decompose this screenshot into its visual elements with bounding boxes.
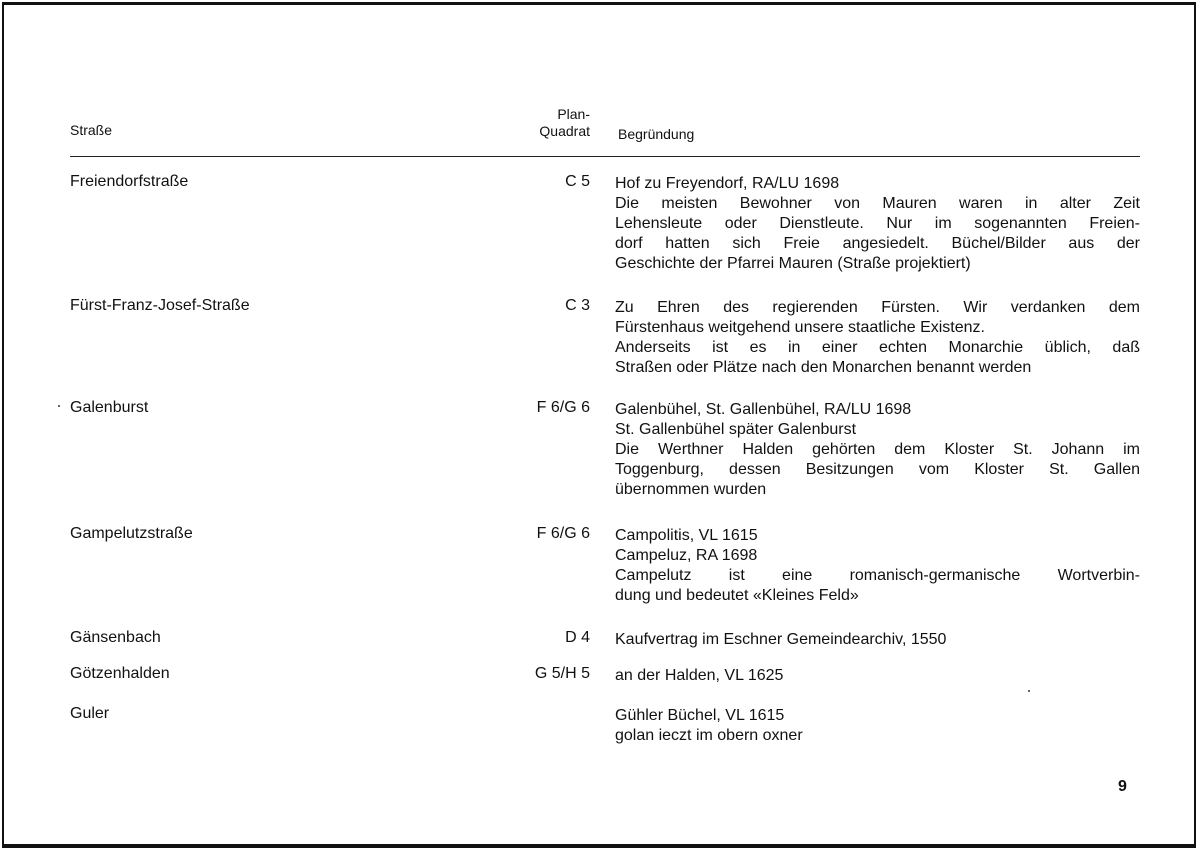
header-street: Straße [70,122,113,138]
plan-quadrat: C 5 [565,173,590,190]
street-name: Guler [70,705,110,722]
reason-text [615,630,1140,650]
reason-line: Gühler Büchel, VL 1615 [615,707,785,724]
reason-line: Anderseits ist es in einer echten Monarchie üblich, daß [615,339,1140,356]
plan-quadrat: C 3 [565,297,590,314]
reason-line: Campolitis, VL 1615 [615,527,758,544]
plan-quadrat: G 5/H 5 [534,665,590,682]
reason-line: Lehensleute oder Dienstleute. Nur im sogenannten Freien- [615,215,1140,232]
reason-line: Die Werthner Halden gehörten dem Kloster St. Johann im [615,441,1140,458]
reason-line: an der Halden, VL 1625 [615,667,784,684]
reason-text [615,298,1140,378]
street-name: Gänsenbach [70,629,161,646]
page-number: 9 [1118,778,1127,795]
street-name: Gampelutzstraße [70,525,193,542]
reason-text [615,526,1140,606]
header-reason: Begründung [618,126,695,142]
reason-line: St. Gallenbühel später Galenburst [615,421,857,438]
reason-line: Hof zu Freyendorf, RA/LU 1698 [615,175,840,192]
reason-line: Die meisten Bewohner von Mauren waren in alter Zeit [615,195,1140,212]
header-plan-line2: Quadrat [539,123,590,139]
header-plan-line1: Plan- [557,106,590,122]
plan-quadrat: F 6/G 6 [536,399,590,416]
header-plan-quadrat [500,106,590,140]
reason-text [615,666,1140,686]
reason-line: Toggenburg, dessen Besitzungen vom Kloster St. Gallen [615,461,1140,478]
reason-line: Campelutz ist eine romanisch-germanische Wortverbin- [615,567,1140,584]
street-name: Freiendorfstraße [70,173,189,190]
reason-line: Galenbühel, St. Gallenbühel, RA/LU 1698 [615,401,912,418]
reason-text [615,174,1140,274]
reason-line: übernommen wurden [615,481,767,498]
reason-line: dorf hatten sich Freie angesiedelt. Büchel/Bilder aus der [615,235,1140,252]
plan-quadrat: D 4 [565,629,590,646]
reason-line: Fürstenhaus weitgehend unsere staatliche Existenz. [615,319,985,336]
reason-line: golan ieczt im obern oxner [615,727,803,744]
table-header [70,106,1140,157]
reason-text [615,706,1140,746]
street-name: Götzenhalden [70,665,170,682]
street-name: Fürst-Franz-Josef-Straße [70,297,250,314]
street-name: Galenburst [70,399,149,416]
reason-line: Campeluz, RA 1698 [615,547,758,564]
reason-line: Zu Ehren des regierenden Fürsten. Wir verdanken dem [615,299,1140,316]
scan-speck [1028,690,1030,692]
reason-line: dung und bedeutet «Kleines Feld» [615,587,859,604]
reason-line: Straßen oder Plätze nach den Monarchen benannt werden [615,359,1032,376]
reason-text [615,400,1140,500]
reason-line: Kaufvertrag im Eschner Gemeindearchiv, 1550 [615,631,947,648]
plan-quadrat: F 6/G 6 [536,525,590,542]
scan-speck [58,405,60,407]
reason-line: Geschichte der Pfarrei Mauren (Straße projektiert) [615,255,971,272]
